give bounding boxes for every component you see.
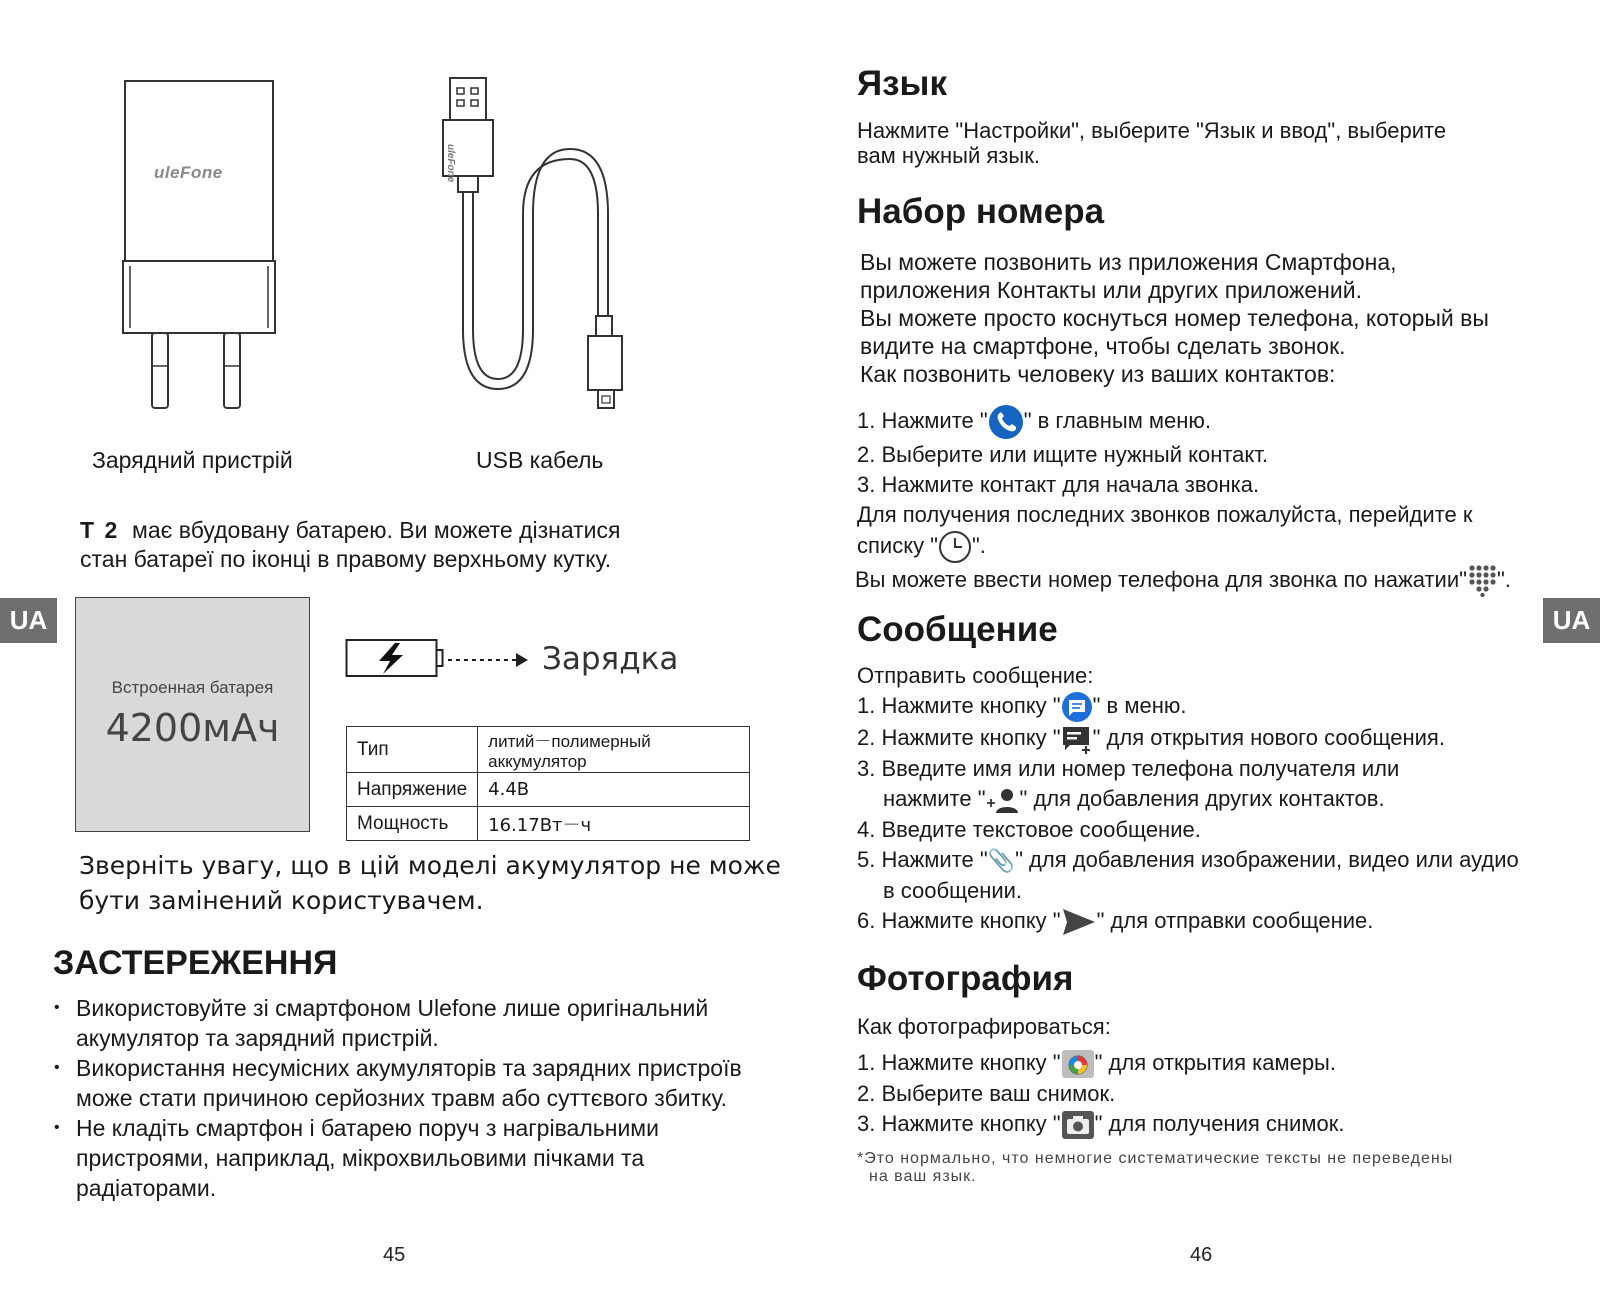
footnote: [857, 1150, 1453, 1186]
dialing-step-3: 3. Нажмите контакт для начала звонка.: [857, 472, 1260, 497]
shutter-icon: [1061, 1110, 1095, 1140]
dialing-p1: Вы можете позвонить из приложения Смартфона,: [860, 249, 1397, 275]
battery-replace-note: [79, 848, 781, 918]
message-step-2-suffix: " для открытия нового сообщения.: [1092, 725, 1445, 751]
message-step-3-prefix: нажмите ": [883, 786, 986, 812]
warning-1-line2: акумулятор та зарядний пристрій.: [76, 1025, 439, 1051]
photo-intro: Как фотографироваться:: [857, 1014, 1111, 1039]
dialing-step-1: [857, 404, 1511, 440]
cable-brand-logo: uleFone: [445, 144, 456, 183]
recent-calls-suffix: ".: [972, 532, 986, 558]
message-step-4: 4. Введите текстовое сообщение.: [857, 816, 1201, 842]
message-step-3-suffix: " для добавления других контактов.: [1019, 786, 1385, 812]
warnings-title: ЗАСТЕРЕЖЕННЯ: [53, 944, 338, 982]
message-step-5-prefix: 5. Нажмите ": [857, 846, 988, 872]
dialing-step-1-suffix: " в главным меню.: [1023, 407, 1212, 433]
list-item: [54, 1113, 742, 1203]
dialing-p5: Как позвонить человеку из ваших контактов:: [860, 361, 1336, 387]
message-step-6: [857, 906, 1519, 937]
message-step-2: [857, 723, 1519, 754]
cable-caption: USB кабель: [476, 447, 604, 473]
message-step-3-cont: [857, 784, 1519, 814]
send-icon: [1061, 907, 1097, 937]
charger-caption: Зарядний пристрій: [92, 447, 293, 473]
keypad-line: [855, 564, 1511, 598]
battery-capacity: 4200мАч: [105, 706, 280, 750]
keypad-suffix: ".: [1496, 566, 1511, 592]
photo-title: Фотография: [857, 959, 1074, 998]
message-steps: [857, 661, 1519, 937]
dialing-title: Набор номера: [857, 192, 1105, 231]
language-title: Язык: [857, 64, 947, 103]
charger-illustration: [118, 76, 283, 421]
messaging-icon: [1061, 691, 1093, 723]
message-step-6-suffix: " для отправки сообщение.: [1096, 907, 1374, 933]
photo-step-1-suffix: " для открытия камеры.: [1094, 1050, 1336, 1075]
dialing-intro: [860, 248, 1489, 388]
table-row: [347, 773, 750, 807]
warning-2-line1: • Використання несумісних акумуляторів та зарядних пристроїв: [76, 1055, 742, 1081]
spec-key: Мощность: [347, 807, 478, 841]
recent-calls-prefix: списку ": [857, 532, 938, 558]
table-row: [347, 727, 750, 773]
table-row: [347, 807, 750, 841]
battery-box-label: Встроенная батарея: [111, 678, 274, 697]
keypad-prefix: Вы можете ввести номер телефона для звонка по нажатии": [855, 566, 1467, 592]
usb-cable-illustration: [438, 74, 638, 419]
photo-steps: [857, 1048, 1344, 1140]
battery-spec-table: [346, 726, 750, 841]
photo-step-3-suffix: " для получения снимок.: [1094, 1111, 1345, 1137]
photo-step-1: [857, 1048, 1344, 1079]
add-contact-icon: [986, 787, 1020, 815]
spec-value: 4.4В: [478, 773, 750, 807]
dialing-p2: приложения Контакты или других приложений.: [860, 277, 1362, 303]
page-number-right: 46: [1190, 1244, 1213, 1266]
dotted-arrow: [446, 650, 531, 670]
spec-key: Тип: [347, 727, 478, 773]
dialing-p3: Вы можете просто коснуться номер телефона, который вы: [860, 305, 1489, 331]
recent-calls-line1: Для получения последних звонков пожалуйста, перейдите к: [857, 502, 1473, 527]
dialing-step-2: 2. Выберите или ищите нужный контакт.: [857, 442, 1269, 467]
message-step-1: [857, 691, 1519, 723]
message-step-2-prefix: 2. Нажмите кнопку ": [857, 725, 1061, 751]
battery-intro-line1: має вбудовану батарею. Ви можете дізнатися: [132, 517, 621, 543]
message-step-5: [857, 845, 1519, 876]
footnote-line1: *Это нормально, что немногие систематические тексты не переведены: [857, 1150, 1454, 1167]
new-message-icon: [1061, 724, 1093, 754]
message-title: Сообщение: [857, 610, 1058, 649]
battery-charging-icon: [345, 637, 445, 681]
spec-key: Напряжение: [347, 773, 478, 807]
warning-3-line3: радіаторами.: [76, 1175, 217, 1201]
spec-value: литий－полимерный аккумулятор: [478, 727, 750, 773]
language-tab-left: UA: [0, 598, 57, 643]
dialing-steps: [857, 404, 1511, 598]
language-line1: Нажмите "Настройки", выберите "Язык и ввод", выберите: [857, 118, 1447, 143]
message-step-3: 3. Введите имя или номер телефона получателя или: [857, 756, 1400, 782]
replace-note-line2: бути замінений користувачем.: [79, 886, 484, 915]
paperclip-icon: 📎: [987, 847, 1016, 873]
message-step-5-suffix: " для добавления изображении, видео или аудио: [1015, 846, 1519, 872]
list-item: [54, 993, 742, 1053]
charger-brand-logo: uleFone: [154, 163, 223, 182]
message-step-1-prefix: 1. Нажмите кнопку ": [857, 693, 1061, 718]
message-intro: Отправить сообщение:: [857, 663, 1094, 688]
photo-step-2: 2. Выберите ваш снимок.: [857, 1081, 1116, 1107]
photo-step-3: [857, 1109, 1344, 1140]
warning-3-line1: • Не кладіть смартфон і батарею поруч з нагрівальними: [76, 1115, 659, 1141]
language-line2: вам нужный язык.: [857, 143, 1040, 168]
photo-step-3-prefix: 3. Нажмите кнопку ": [857, 1111, 1061, 1137]
clock-icon: [938, 530, 972, 564]
recent-calls-line2: [857, 530, 1511, 564]
warning-3-line2: пристроями, наприклад, мікрохвильовими пічками та: [76, 1145, 645, 1171]
warning-2-line2: може стати причиною серйозних травм або суттєвого збитку.: [76, 1085, 728, 1111]
message-step-1-suffix: " в меню.: [1092, 693, 1187, 718]
warning-1-line1: • Використовуйте зі смартфоном Ulefone лише оригінальний: [76, 995, 709, 1021]
dialing-step-1-prefix: 1. Нажмите ": [857, 407, 988, 433]
replace-note-line1: Зверніть увагу, що в цій моделі акумулятор не може: [79, 851, 781, 880]
page-number-left: 45: [383, 1244, 406, 1266]
battery-intro-line2: стан батареї по іконці в правому верхньому кутку.: [80, 546, 612, 572]
model-name: T 2: [80, 517, 120, 543]
language-text: [857, 118, 1446, 168]
camera-app-icon: [1061, 1049, 1095, 1079]
message-step-5-cont: в сообщении.: [883, 877, 1023, 903]
charging-label: Зарядка: [542, 641, 679, 677]
dialpad-icon: [1467, 564, 1497, 598]
footnote-line2: на ваш язык.: [869, 1168, 977, 1185]
phone-icon: [988, 404, 1024, 440]
photo-step-1-prefix: 1. Нажмите кнопку ": [857, 1050, 1061, 1075]
battery-box: [75, 597, 310, 832]
language-tab-right: UA: [1543, 598, 1600, 643]
message-step-6-prefix: 6. Нажмите кнопку ": [857, 907, 1061, 933]
dialing-p4: видите на смартфоне, чтобы сделать звонок.: [860, 333, 1346, 359]
warnings-list: [54, 993, 742, 1203]
spec-value: 16.17Вт－ч: [478, 807, 750, 841]
list-item: [54, 1053, 742, 1113]
battery-intro: [80, 516, 620, 574]
